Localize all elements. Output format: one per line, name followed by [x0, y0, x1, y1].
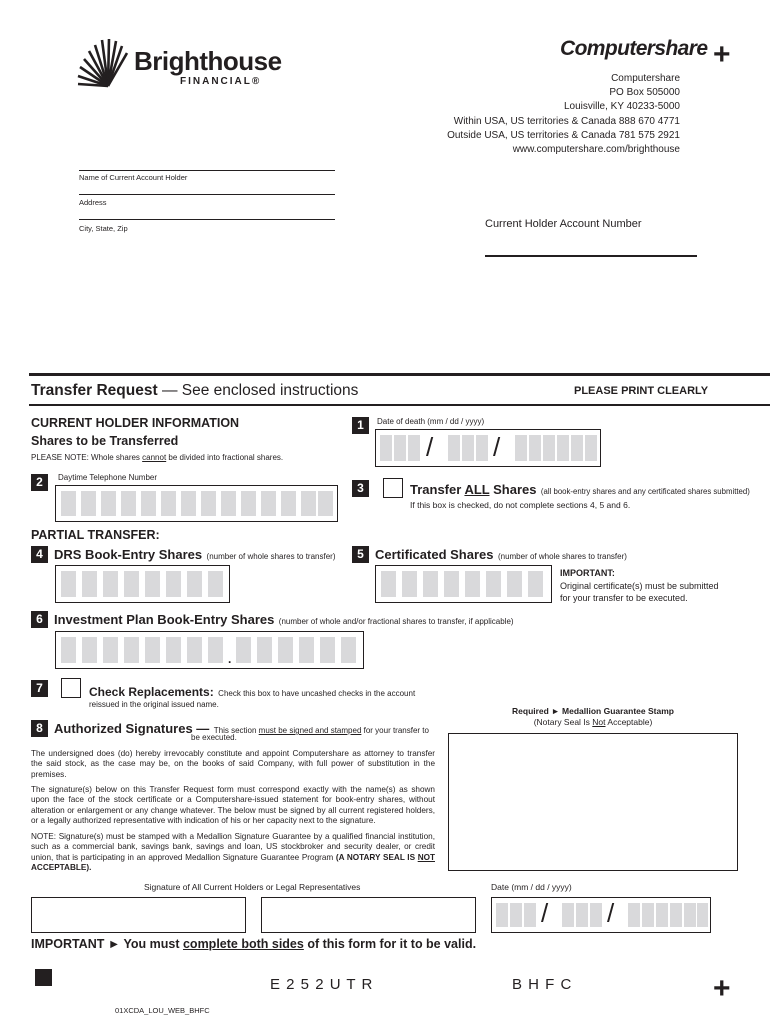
character-cell[interactable]: [61, 491, 76, 516]
arrow-right-icon: ►: [107, 937, 121, 951]
character-cell[interactable]: [145, 637, 160, 663]
character-cell[interactable]: [465, 571, 480, 597]
section-4-title: [54, 546, 336, 564]
character-cell[interactable]: [208, 571, 223, 597]
section-7-title: Check Replacements:: [89, 685, 214, 699]
character-cell[interactable]: [642, 903, 654, 927]
medallion-note-text: NOTE: Signature(s) must be stamped with a Medallion Signature Guarantee by a qualified financial institution, such as a commercial bank, savings bank, savings and loan, US stockbroker and security dealer, or credit union, that is participating in an approved Medallion Signature Guarantee Program: [31, 832, 435, 862]
character-cell[interactable]: [628, 903, 640, 927]
important-ul: complete both sides: [182, 937, 304, 951]
character-cell[interactable]: [181, 491, 196, 516]
medallion-stamp-box[interactable]: [448, 733, 738, 871]
transfer-all-checkbox[interactable]: [383, 478, 403, 498]
certificated-shares-input[interactable]: [375, 565, 552, 603]
character-cell[interactable]: [61, 571, 76, 597]
important-line-2: for your transfer to be executed.: [560, 593, 688, 603]
section-6-title-text: Investment Plan Book-Entry Shares: [54, 612, 275, 627]
name-field-line[interactable]: [79, 170, 335, 171]
date-separator: /: [541, 898, 549, 928]
character-cell[interactable]: [380, 435, 392, 461]
address-field-label: Address: [79, 198, 107, 207]
note-suffix: be divided into fractional shares.: [166, 453, 284, 462]
character-cell[interactable]: [278, 637, 293, 663]
telephone-input[interactable]: [55, 485, 338, 522]
character-cell[interactable]: [670, 903, 682, 927]
section-8-note-line-2: be executed.: [191, 733, 237, 742]
investment-plan-shares-input[interactable]: .: [55, 631, 364, 669]
character-cell[interactable]: [201, 491, 216, 516]
current-holder-heading: CURRENT HOLDER INFORMATION: [31, 416, 240, 430]
character-cell[interactable]: [103, 637, 118, 663]
character-cell[interactable]: [528, 571, 543, 597]
character-cell[interactable]: [236, 637, 251, 663]
character-cell[interactable]: [141, 491, 156, 516]
section-5-title: [375, 546, 627, 564]
character-cell[interactable]: [121, 491, 136, 516]
character-cell[interactable]: [318, 491, 333, 516]
character-cell[interactable]: [301, 491, 316, 516]
character-cell[interactable]: [697, 903, 708, 927]
section-5-number: 5: [352, 546, 369, 563]
character-cell[interactable]: [684, 903, 696, 927]
brighthouse-logo-subtext: FINANCIAL®: [180, 76, 262, 87]
character-cell[interactable]: [299, 637, 314, 663]
section-8-note-pre: This section: [213, 726, 259, 735]
section-3-title-ul: ALL: [464, 482, 490, 497]
brighthouse-logo-text: Brighthouse: [134, 46, 282, 76]
character-cell[interactable]: [462, 435, 474, 461]
arrow-right-icon: ►: [551, 706, 560, 716]
section-5-note: (number of whole shares to transfer): [497, 552, 627, 561]
section-8-number: 8: [31, 720, 48, 737]
character-cell[interactable]: [81, 491, 96, 516]
client-code: B H F C: [512, 976, 573, 993]
character-cell[interactable]: [166, 637, 181, 663]
brighthouse-sunburst-logo-icon: [76, 38, 132, 88]
character-cell[interactable]: [408, 435, 420, 461]
character-cell[interactable]: [486, 571, 501, 597]
medallion-required: Required: [512, 706, 549, 716]
check-replacements-checkbox[interactable]: [61, 678, 81, 698]
name-field-label: Name of Current Account Holder: [79, 173, 188, 182]
character-cell[interactable]: [187, 637, 202, 663]
character-cell[interactable]: [402, 571, 417, 597]
section-4-title-text: DRS Book-Entry Shares: [54, 547, 203, 562]
character-cell[interactable]: [166, 571, 181, 597]
character-cell[interactable]: [187, 571, 202, 597]
character-cell[interactable]: [381, 571, 396, 597]
computershare-logo: Computershare: [560, 37, 708, 60]
section-1-number: 1: [352, 417, 369, 434]
character-cell[interactable]: [444, 571, 459, 597]
medallion-label: [448, 706, 738, 728]
address-line: Within USA, US territories & Canada 888 670 4771: [453, 115, 680, 127]
print-clearly-label: PLEASE PRINT CLEARLY: [574, 385, 709, 397]
section-6-note: (number of whole and/or fractional shares to transfer, if applicable): [278, 617, 514, 626]
character-cell[interactable]: [61, 637, 76, 663]
city-field-line[interactable]: [79, 219, 335, 220]
address-line: Computershare: [611, 73, 680, 84]
date-label: Date (mm / dd / yyyy): [491, 882, 572, 892]
version-code: 01XCDA_LOU_WEB_BHFC: [115, 1006, 210, 1015]
character-cell[interactable]: [145, 571, 160, 597]
character-cell[interactable]: [221, 491, 236, 516]
character-cell[interactable]: [448, 435, 460, 461]
character-cell[interactable]: [562, 903, 574, 927]
section-8-note-post: for your transfer to: [361, 726, 429, 735]
section-8-title-text: Authorized Signatures —: [54, 721, 210, 736]
section-5-important: [560, 567, 719, 605]
character-cell[interactable]: [590, 903, 602, 927]
partial-transfer-heading: PARTIAL TRANSFER:: [31, 528, 160, 542]
registration-square: [35, 969, 52, 986]
drs-shares-input[interactable]: [55, 565, 230, 603]
city-field-label: City, State, Zip: [79, 224, 128, 233]
section-2-number: 2: [31, 474, 48, 491]
section-6-number: 6: [31, 611, 48, 628]
section-7-number: 7: [31, 680, 48, 697]
character-cell[interactable]: [507, 571, 522, 597]
character-cell[interactable]: [281, 491, 296, 516]
important-line-1: Original certificate(s) must be submitted: [560, 580, 719, 591]
section-8-note-ul: must be signed and stamped: [258, 726, 362, 735]
character-cell[interactable]: [124, 571, 139, 597]
attorney-paragraph: The undersigned does (do) hereby irrevocably constitute and appoint Computershare as attorney to transfer the said stock, as the case may be, on the books of said Company, with full power of substitution in the premises.: [31, 749, 435, 779]
signature-correspond-paragraph: The signature(s) below on this Transfer Request form must correspond exactly with the name(s) as shown upon the face of the stock certificate or a Computershare-issued statement for book-entry shares, without alteration or enlargement or any change whatever. The below must be signed by all current registered holders, or a legally authorized representative with indication of his or her capacity next to the signature.: [31, 785, 435, 826]
important-both-sides: [31, 937, 476, 951]
medallion-notary-post: Acceptable): [605, 717, 653, 727]
character-cell[interactable]: [423, 571, 438, 597]
section-7-text: [89, 683, 415, 701]
section-3-note: (all book-entry shares and any certificated shares submitted): [540, 487, 750, 496]
section-8-title: [54, 720, 429, 738]
account-number-label: Current Holder Account Number: [485, 218, 642, 230]
section-7-line-2: reissued in the original issued name.: [89, 700, 219, 709]
section-5-title-text: Certificated Shares: [375, 547, 494, 562]
important-mid: You must: [120, 937, 183, 951]
form-code: E 2 5 2 U T R: [270, 976, 374, 993]
signature-box-2[interactable]: [261, 897, 476, 933]
date-separator: /: [607, 898, 615, 928]
character-cell[interactable]: [124, 637, 139, 663]
character-cell[interactable]: [394, 435, 406, 461]
signature-label: Signature of All Current Holders or Legal Representatives: [144, 882, 361, 892]
character-cell[interactable]: [543, 435, 555, 461]
section-2-label: Daytime Telephone Number: [58, 473, 158, 482]
important-post: of this form for it to be valid.: [303, 937, 477, 951]
address-line: Outside USA, US territories & Canada 781 575 2921: [447, 129, 680, 141]
character-cell[interactable]: [515, 435, 527, 461]
note-underlined: cannot: [142, 453, 167, 462]
section-7-line-1: Check this box to have uncashed checks in the account: [218, 689, 416, 698]
address-line: www.computershare.com/brighthouse: [512, 144, 680, 156]
character-cell[interactable]: [496, 903, 508, 927]
character-cell[interactable]: [656, 903, 668, 927]
form-title: [31, 382, 358, 400]
medallion-note-paragraph: [31, 832, 435, 874]
character-cell[interactable]: [510, 903, 522, 927]
character-cell[interactable]: [101, 491, 116, 516]
title-top-rule: [29, 373, 770, 376]
character-cell[interactable]: [241, 491, 256, 516]
character-cell[interactable]: [82, 637, 97, 663]
character-cell[interactable]: [557, 435, 569, 461]
date-separator: /: [426, 432, 434, 462]
notary-not-acceptable-post: ACCEPTABLE).: [31, 863, 92, 873]
whole-shares-note: [31, 453, 283, 462]
address-line: Louisville, KY 40233-5000: [563, 101, 680, 113]
signature-box-1[interactable]: [31, 897, 246, 933]
address-line: PO Box 505000: [609, 87, 680, 99]
medallion-title: Medallion Guarantee Stamp: [562, 706, 674, 716]
character-cell[interactable]: [161, 491, 176, 516]
character-cell[interactable]: [208, 637, 223, 663]
title-bottom-rule: [29, 404, 770, 406]
section-1-label: Date of death (mm / dd / yyyy): [377, 417, 485, 426]
account-number-field-line[interactable]: [485, 255, 697, 257]
shares-heading: Shares to be Transferred: [31, 434, 179, 448]
registration-mark-top: +: [713, 38, 731, 71]
computershare-address: [447, 72, 680, 157]
character-cell[interactable]: [476, 435, 488, 461]
character-cell[interactable]: [576, 903, 588, 927]
section-3-title: [410, 481, 750, 499]
date-of-death-input[interactable]: [375, 429, 601, 467]
medallion-notary-ul: Not: [592, 717, 606, 727]
section-3-number: 3: [352, 480, 369, 497]
section-4-note: (number of whole shares to transfer): [206, 552, 336, 561]
date-separator: /: [493, 432, 501, 462]
section-4-number: 4: [31, 546, 48, 563]
notary-not-acceptable-pre: (A NOTARY SEAL IS: [335, 852, 418, 862]
character-cell[interactable]: [341, 637, 356, 663]
character-cell[interactable]: [524, 903, 536, 927]
character-cell[interactable]: [261, 491, 276, 516]
section-3-sub: If this box is checked, do not complete sections 4, 5 and 6.: [410, 500, 631, 510]
registration-mark-bottom: +: [713, 972, 731, 1005]
character-cell[interactable]: [320, 637, 335, 663]
form-title-bold: Transfer Request: [31, 382, 158, 399]
important-pre: IMPORTANT: [31, 937, 105, 951]
medallion-notary-pre: (Notary Seal Is: [533, 717, 593, 727]
character-cell[interactable]: [571, 435, 583, 461]
character-cell[interactable]: [103, 571, 118, 597]
form-title-rest: — See enclosed instructions: [157, 382, 359, 399]
address-field-line[interactable]: [79, 194, 335, 195]
signature-date-input[interactable]: [491, 897, 711, 933]
important-label: IMPORTANT:: [560, 568, 615, 578]
note-prefix: PLEASE NOTE: Whole shares: [31, 453, 143, 462]
section-6-title: [54, 611, 514, 629]
character-cell[interactable]: [585, 435, 597, 461]
character-cell[interactable]: [529, 435, 541, 461]
section-3-title-post: Shares: [489, 482, 537, 497]
character-cell[interactable]: [257, 637, 272, 663]
section-3-title-pre: Transfer: [410, 482, 465, 497]
notary-not-acceptable-ul: NOT: [417, 852, 435, 862]
character-cell[interactable]: [82, 571, 97, 597]
